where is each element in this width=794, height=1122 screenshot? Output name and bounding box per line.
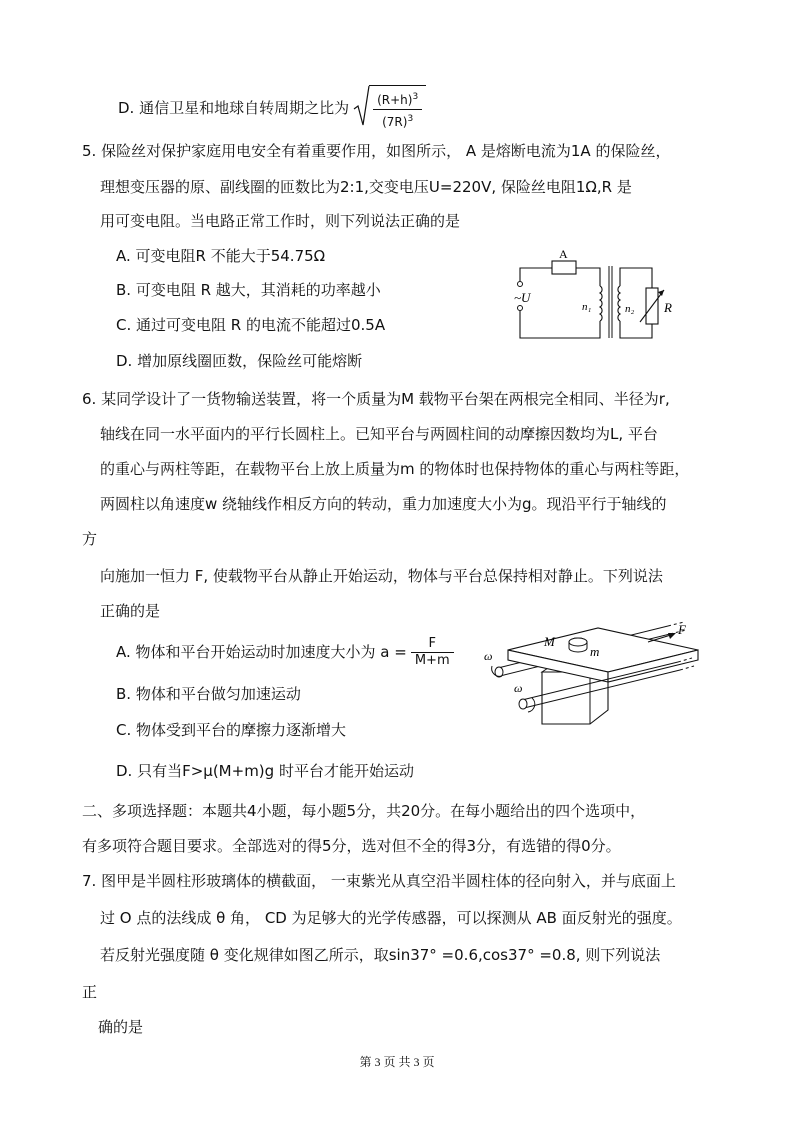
q7-stem-line2: 过 O 点的法线成 θ 角， CD 为足够大的光学传感器，可以探测从 AB 面反射光的强度。 bbox=[100, 909, 682, 927]
q6-stem-line3: 的重心与两柱等距，在载物平台上放上质量为m 的物体时也保持物体的重心与两柱等距， bbox=[100, 460, 690, 478]
secondary-coil bbox=[618, 286, 620, 321]
section2-heading-line2: 有多项符合题目要求。全部选对的得5分，选对但不全的得3分，有选错的得0分。 bbox=[82, 837, 621, 855]
q4-option-d-text: D. 通信卫星和地球自转周期之比为 bbox=[118, 99, 350, 117]
q5-option-b: B. 可变电阻 R 越大，其消耗的功率越小 bbox=[116, 281, 381, 299]
q5-stem-line1: 5. 保险丝对保护家庭用电安全有着重要作用，如图所示， A 是熔断电流为1A 的保险丝， bbox=[82, 142, 671, 160]
q7-stem-line5: 确的是 bbox=[98, 1018, 144, 1036]
n2-label: n₂ bbox=[625, 303, 635, 315]
denominator-exponent: 3 bbox=[407, 114, 414, 124]
omega-label-rear: ω bbox=[484, 649, 493, 663]
radical-sign-icon bbox=[353, 85, 371, 127]
q6-option-b: B. 物体和平台做匀加速运动 bbox=[116, 685, 301, 703]
transformer-circuit-figure bbox=[510, 246, 675, 346]
q6-stem-line5: 方 bbox=[82, 530, 98, 548]
q6-option-a-text: A. 物体和平台开始运动时加速度大小为 a = bbox=[116, 643, 407, 661]
q6-stem-line1: 6. 某同学设计了一货物输送装置，将一个质量为M 载物平台架在两根完全相同、半径为r, bbox=[82, 390, 670, 408]
n1-label: n₁ bbox=[582, 301, 592, 313]
q6-stem-line7: 正确的是 bbox=[100, 602, 161, 620]
q5-option-d: D. 增加原线圈匝数，保险丝可能熔断 bbox=[116, 352, 363, 370]
sqrt-expression bbox=[353, 85, 426, 131]
q6-stem-line6: 向施加一恒力 F, 使载物平台从静止开始运动，物体与平台总保持相对静止。下列说法 bbox=[100, 567, 663, 585]
acceleration-fraction bbox=[411, 636, 454, 669]
primary-coil bbox=[600, 286, 602, 321]
q6-option-a bbox=[116, 632, 458, 672]
fuse-box bbox=[552, 261, 576, 274]
q6-option-c: C. 物体受到平台的摩擦力逐渐增大 bbox=[116, 721, 347, 739]
omega-label-front: ω bbox=[514, 681, 523, 695]
q6-stem-line2: 轴线在同一水平面内的平行长圆柱上。已知平台与两圆柱间的动摩擦因数均为L, 平台 bbox=[100, 425, 658, 443]
page-footer: 第 3 页 共 3 页 bbox=[359, 1055, 435, 1069]
q6-stem-line4: 两圆柱以角速度w 绕轴线作相反方向的转动，重力加速度大小为g。现沿平行于轴线的 bbox=[100, 495, 667, 513]
fraction-numerator: F bbox=[411, 636, 454, 653]
q5-option-a: A. 可变电阻R 不能大于54.75Ω bbox=[116, 247, 326, 265]
q5-stem-line3: 用可变电阻。当电路正常工作时，则下列说法正确的是 bbox=[100, 212, 461, 230]
sqrt-denominator: (7R) bbox=[382, 115, 408, 129]
q7-stem-line1: 7. 图甲是半圆柱形玻璃体的横截面， 一束紫光从真空沿半圆柱体的径向射入，并与底面上 bbox=[82, 872, 676, 890]
object-mass-label: m bbox=[590, 644, 600, 659]
section2-heading-line1: 二、多项选择题：本题共4小题，每小题5分，共20分。在每小题给出的四个选项中， bbox=[82, 802, 646, 820]
q5-option-c: C. 通过可变电阻 R 的电流不能超过0.5A bbox=[116, 316, 386, 334]
q7-stem-line4: 正 bbox=[82, 983, 98, 1001]
platform-mass-label: M bbox=[544, 634, 555, 649]
platform-cylinder-figure bbox=[478, 612, 700, 730]
q7-stem-line3: 若反射光强度随 θ 变化规律如图乙所示，取sin37° =0.6,cos37° =0.8, 则下列说法 bbox=[100, 946, 661, 964]
force-label: F bbox=[678, 622, 686, 637]
q6-option-d: D. 只有当F>μ(M+m)g 时平台才能开始运动 bbox=[116, 762, 414, 780]
numerator-exponent: 3 bbox=[412, 92, 419, 102]
sqrt-numerator: (R+h) bbox=[377, 93, 413, 107]
fraction-denominator: M+m bbox=[414, 652, 450, 668]
source-label: ~U bbox=[514, 290, 531, 305]
q5-stem-line2: 理想变压器的原、副线圈的匝数比为2:1,交变电压U=220V, 保险丝电阻1Ω,R 是 bbox=[100, 178, 632, 196]
resistor-label: R bbox=[664, 300, 672, 315]
fuse-label: A bbox=[559, 247, 568, 261]
q4-option-d bbox=[118, 88, 426, 128]
